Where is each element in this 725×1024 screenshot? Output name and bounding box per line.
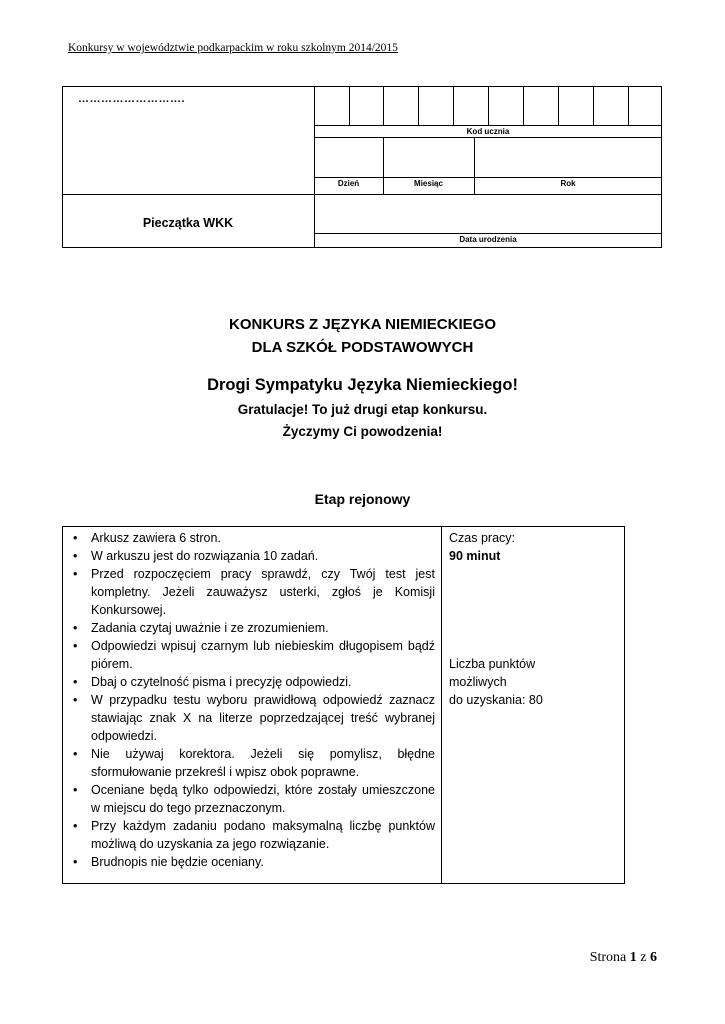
- rok-label: Rok: [560, 179, 576, 188]
- code-box-divider: [349, 87, 350, 125]
- form-divider: [314, 125, 662, 126]
- form-divider: [314, 87, 315, 247]
- page-sep: z: [640, 950, 647, 965]
- points-line: możliwych: [449, 675, 507, 689]
- rule-item: • Oceniane będą tylko odpowiedzi, które zostały umieszczone w miejscu do tego przeznaczonym.: [71, 781, 435, 817]
- rule-item: • Arkusz zawiera 6 stron.: [71, 529, 435, 547]
- kod-ucznia-label: Kod ucznia: [466, 127, 510, 136]
- points-line: Liczba punktów: [449, 657, 536, 671]
- code-box-divider: [593, 87, 594, 125]
- instructions-table: [62, 526, 625, 884]
- code-box-divider: [628, 87, 629, 125]
- form-divider: [314, 233, 662, 234]
- contest-subtitle: DLA SZKÓŁ PODSTAWOWYCH: [251, 339, 474, 356]
- form-divider: [314, 137, 662, 138]
- code-box-divider: [523, 87, 524, 125]
- rule-item: • Nie używaj korektora. Jeżeli się pomylisz, błędne sformułowanie przekreśl i wpisz obok poprawne.: [71, 745, 435, 781]
- data-urodzenia-label: Data urodzenia: [459, 235, 517, 244]
- page-header: Konkursy w województwie podkarpackim w roku szkolnym 2014/2015: [68, 42, 398, 54]
- page-number: [590, 950, 657, 966]
- time-label: Czas pracy:: [449, 531, 515, 545]
- code-box-divider: [488, 87, 489, 125]
- rule-item: • Przy każdym zadaniu podano maksymalną liczbę punktów możliwą do uzyskania za jego rozwiązanie.: [71, 817, 435, 853]
- rule-item: • Zadania czytaj uważnie i ze zrozumieniem.: [71, 619, 435, 637]
- wishes: Życzymy Ci powodzenia!: [282, 424, 443, 439]
- rule-item: • Odpowiedzi wpisuj czarnym lub niebieskim długopisem bądź piórem.: [71, 637, 435, 673]
- points-line: do uzyskania: 80: [449, 693, 543, 707]
- code-box-divider: [453, 87, 454, 125]
- contest-title: KONKURS Z JĘZYKA NIEMIECKIEGO: [229, 316, 496, 333]
- rule-item: • Dbaj o czytelność pisma i precyzję odpowiedzi.: [71, 673, 435, 691]
- rule-item: • Brudnopis nie będzie oceniany.: [71, 853, 435, 871]
- total-pages: 6: [650, 950, 657, 965]
- form-divider: [314, 177, 662, 178]
- greeting: Drogi Sympatyku Języka Niemieckiego!: [207, 376, 518, 394]
- stamp-label: Pieczątka WKK: [142, 216, 234, 230]
- miesiac-label: Miesiąc: [414, 179, 443, 188]
- page-prefix: Strona: [589, 950, 627, 965]
- code-box-divider: [383, 87, 384, 125]
- points-info: [449, 655, 543, 709]
- stage-title: Etap rejonowy: [314, 491, 411, 507]
- current-page: 1: [629, 950, 637, 965]
- code-box-divider: [558, 87, 559, 125]
- rule-item: • W przypadku testu wyboru prawidłową odpowiedź zaznacz stawiając znak X na literze poprzedzającej treść wybranej odpowiedzi.: [71, 691, 435, 745]
- time-info: [449, 529, 515, 565]
- signature-dots: ……………………….: [78, 93, 186, 105]
- code-box-divider: [418, 87, 419, 125]
- rule-item: • Przed rozpoczęciem pracy sprawdź, czy Twój test jest kompletny. Jeżeli zauważysz usterki, zgłoś je Komisji Konkursowej.: [71, 565, 435, 619]
- form-divider: [63, 194, 662, 195]
- rule-item: • W arkuszu jest do rozwiązania 10 zadań.: [71, 547, 435, 565]
- dzien-label: Dzień: [337, 179, 360, 188]
- congrats: Gratulacje! To już drugi etap konkursu.: [237, 402, 488, 417]
- instructions-divider: [441, 527, 442, 883]
- time-value: 90 minut: [449, 549, 501, 563]
- rules-list: [71, 529, 435, 871]
